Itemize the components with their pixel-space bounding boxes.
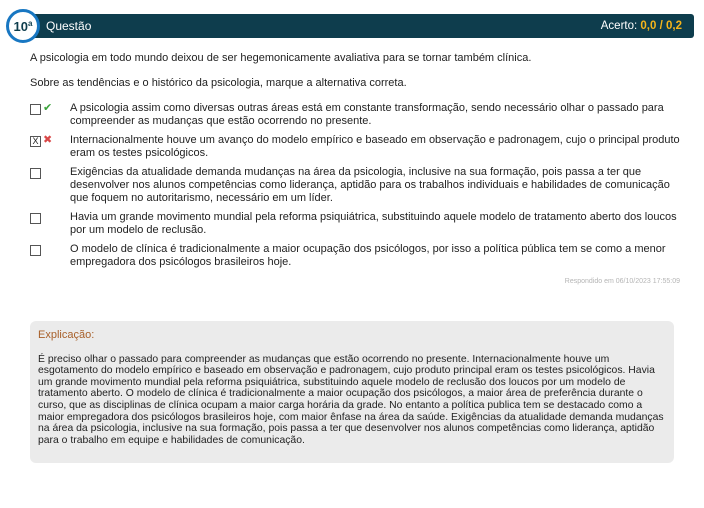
alternative-e-checkbox[interactable]	[30, 245, 41, 256]
score-max: 0,2	[666, 20, 682, 32]
score-separator: /	[656, 20, 666, 32]
alternative-d-text: Havia um grande movimento mundial pela reforma psiquiátrica, substituindo aquele modelo de tratamento aberto dos loucos por um modelo de reclusão.	[70, 211, 677, 236]
alternative-d[interactable]	[30, 211, 680, 237]
check-icon: ✔	[43, 102, 53, 114]
question-number-badge	[6, 9, 40, 43]
question-statement: A psicologia em todo mundo deixou de ser hegemonicamente avaliativa para se tornar também clínica.	[30, 52, 532, 64]
alternative-a-checkbox[interactable]	[30, 104, 41, 115]
alternative-e-text: O modelo de clínica é tradicionalmente a maior ocupação dos psicólogos, por isso a política pública tem se como a menor empregadora dos psicólogos brasileiros hoje.	[70, 243, 666, 268]
alternative-c-checkbox[interactable]	[30, 168, 41, 179]
explanation-text: É preciso olhar o passado para compreender as mudanças que estão ocorrendo no presente. Internacionalmente houve um esgotamento do modelo empírico e baseado em observação e padronagem, cujo produto principal eram os testes psicológicos. Havia um grande movimento mundial pela reforma psiquiátrica, substituindo aquele modelo de reclusão dos loucos por um modelo de tratamento aberto. O modelo de clínica é tradicionalmente a maior ocupação dos psicólogos, a maior área de preferência durante o curso, que as disciplinas de clínica ocupam a maior carga horária da grade. No entanto a política publica tem se destacado como a maior empregadora dos psicólogos brasileiros hoje, com maior ênfase na área da saúde. Exigências da atualidade demanda mudanças na área da psicologia, inclusive na sua formação, pois passa a ter que desenvolver nos alunos competências como liderança, aptidão para o trabalho em equipe e habilidades de comunicação.	[38, 353, 664, 446]
question-number-suffix: a	[28, 18, 33, 28]
alternative-b[interactable]	[30, 134, 680, 160]
alternative-e[interactable]	[30, 243, 680, 269]
alternative-d-checkbox[interactable]	[30, 213, 41, 224]
alternative-a-text: A psicologia assim como diversas outras áreas está em constante transformação, sendo necessário olhar o passado para compreender as mudanças que estão ocorrendo no presente.	[70, 102, 664, 127]
question-label: Questão	[46, 19, 92, 33]
alternative-c-text: Exigências da atualidade demanda mudanças na área da psicologia, inclusive na sua formação, pois passa a ter que desenvolver nos alunos competências como liderança, aptidão para os trabalhos individuais e habilidades de comunicação que foquem no autoritarismo, necessário em um líder.	[70, 166, 670, 204]
alternative-c[interactable]	[30, 166, 680, 205]
alternative-b-text: Internacionalmente houve um avanço do modelo empírico e baseado em observação e padronagem, cujo o principal produto eram os testes psicológicos.	[70, 134, 680, 159]
alternative-a[interactable]	[30, 102, 680, 128]
question-number: 10	[13, 18, 28, 34]
alternative-b-checkbox[interactable]: X	[30, 136, 41, 147]
score-label: Acerto:	[600, 20, 638, 32]
cross-icon: ✖	[43, 134, 53, 146]
question-prompt: Sobre as tendências e o histórico da psicologia, marque a alternativa correta.	[30, 77, 407, 89]
score-value: 0,0	[640, 20, 657, 32]
score-display	[601, 20, 682, 32]
question-header	[18, 14, 694, 38]
question-body	[30, 52, 680, 288]
explanation-title: Explicação:	[38, 329, 95, 341]
explanation-panel	[30, 321, 674, 463]
answered-timestamp: Respondido em 06/10/2023 17:55:09	[564, 278, 680, 285]
